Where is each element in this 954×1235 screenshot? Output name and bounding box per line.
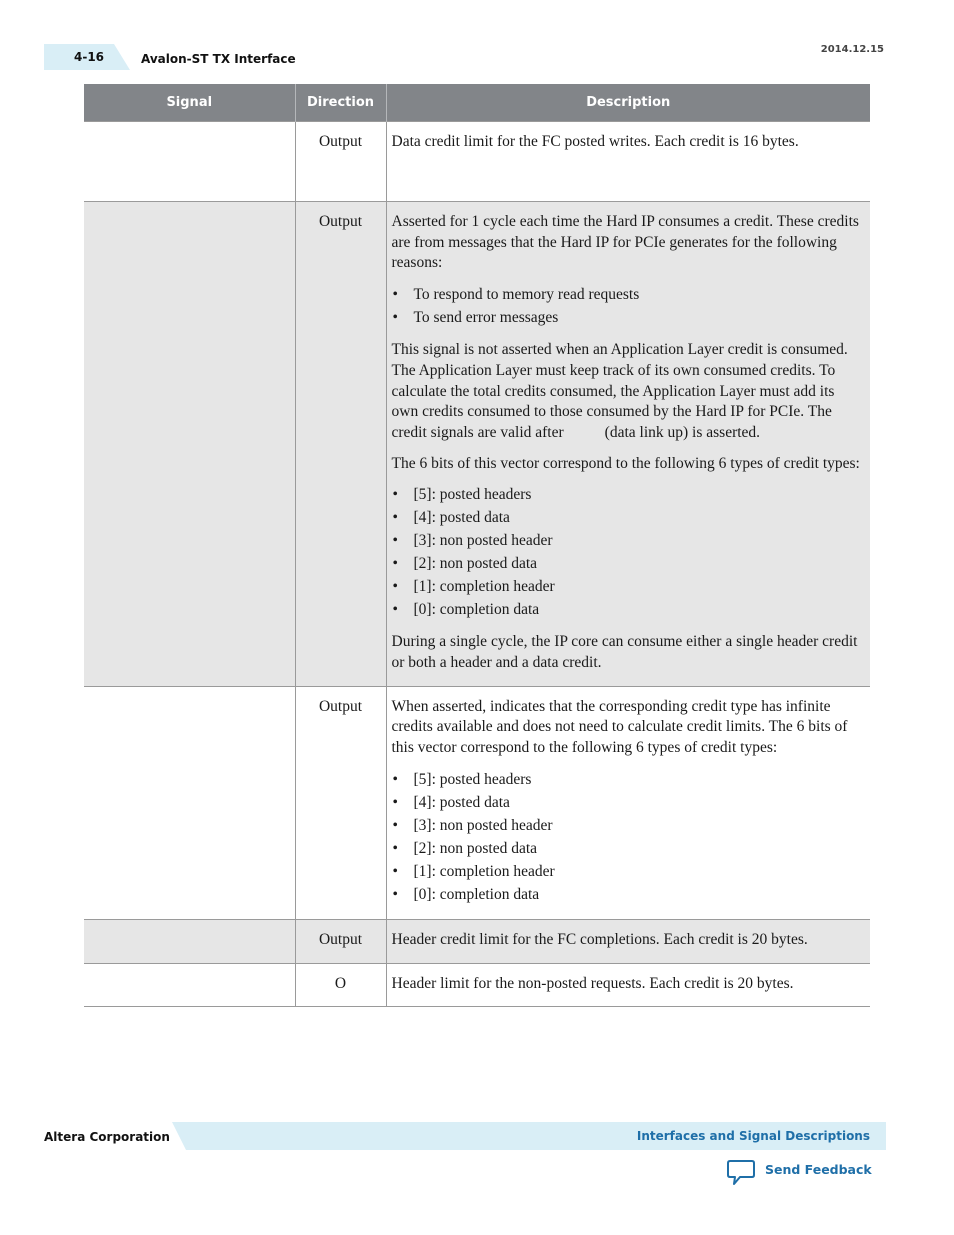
- paragraph-text: (data link up) is asserted.: [604, 423, 761, 441]
- signal-cell: [84, 202, 295, 687]
- list-item: [392, 307, 865, 330]
- list-item: [392, 284, 865, 307]
- list-item: [392, 553, 865, 576]
- table-row: [84, 202, 870, 687]
- list-item-text: [2]: non posted data: [413, 555, 538, 573]
- bullet-marker: •: [392, 509, 398, 527]
- list-item-text: To respond to memory read requests: [413, 286, 640, 304]
- list-item-text: To send error messages: [413, 309, 559, 327]
- description-cell: [386, 122, 870, 202]
- direction-cell: [295, 202, 386, 687]
- list-item: [392, 838, 865, 861]
- bullet-marker: •: [392, 862, 398, 880]
- list-item-text: [5]: posted headers: [413, 486, 532, 504]
- signal-cell: [84, 686, 295, 919]
- bullet-marker: •: [392, 309, 398, 327]
- list-item: [392, 530, 865, 553]
- list-item-text: [4]: posted data: [413, 793, 510, 811]
- column-header-signal: Signal: [84, 84, 295, 122]
- bullet-marker: •: [392, 486, 398, 504]
- list-item: [392, 507, 865, 530]
- bullet-marker: •: [392, 601, 398, 619]
- description-text: Header credit limit for the FC completions. Each credit is 20 bytes.: [391, 930, 808, 948]
- table-header-row: [84, 84, 870, 122]
- direction-cell: [295, 919, 386, 963]
- description-paragraph: Asserted for 1 cycle each time the Hard IP consumes a credit. These credits are from messages that the Hard IP for PCIe generates for the following reasons:: [391, 213, 859, 272]
- direction-cell: [295, 963, 386, 1007]
- list-item-text: [0]: completion data: [413, 601, 540, 619]
- description-paragraph: During a single cycle, the IP core can consume either a single header credit or both a header and a data credit.: [391, 633, 858, 672]
- list-item: [392, 599, 865, 622]
- list-item: [392, 576, 865, 599]
- list-item-text: [0]: completion data: [413, 885, 540, 903]
- send-feedback-label[interactable]: Send Feedback: [765, 1162, 872, 1177]
- list-item: [392, 815, 865, 838]
- description-text: Header limit for the non-posted requests. Each credit is 20 bytes.: [391, 974, 794, 992]
- bullet-marker: •: [392, 532, 398, 550]
- direction-value: Output: [318, 213, 363, 230]
- table-row: [84, 122, 870, 202]
- signal-cell: [84, 919, 295, 963]
- direction-value: O: [334, 974, 347, 992]
- list-item-text: [3]: non posted header: [413, 532, 553, 550]
- description-cell: [386, 963, 870, 1007]
- document-date: 2014.12.15: [820, 44, 884, 55]
- bullet-marker: •: [392, 286, 398, 304]
- signal-cell: [84, 963, 295, 1007]
- bullet-marker: •: [392, 578, 398, 596]
- page-number-tab: [44, 44, 130, 70]
- list-item: [392, 769, 865, 792]
- list-item: [392, 884, 865, 907]
- list-item: [392, 861, 865, 884]
- list-item-text: [1]: completion header: [413, 578, 555, 596]
- page-number: 4-16: [74, 50, 105, 64]
- bullet-marker: •: [392, 770, 398, 788]
- list-item-text: [5]: posted headers: [413, 770, 532, 788]
- section-title: Avalon-ST TX Interface: [141, 52, 296, 66]
- bullet-marker: •: [392, 555, 398, 573]
- bullet-list: [392, 284, 865, 330]
- description-cell: [386, 202, 870, 687]
- bullet-list: [392, 769, 865, 907]
- list-item-text: [2]: non posted data: [413, 839, 538, 857]
- description-cell: [386, 686, 870, 919]
- list-item: [392, 792, 865, 815]
- signal-table: [84, 84, 870, 1007]
- description-paragraph: [392, 340, 865, 444]
- bullet-marker: •: [392, 885, 398, 903]
- chapter-link[interactable]: Interfaces and Signal Descriptions: [636, 1129, 870, 1143]
- bullet-list: [392, 484, 865, 622]
- description-paragraph: When asserted, indicates that the corresponding credit type has infinite credits available and does not need to calculate credit limits. The 6 bits of this vector correspond to the following 6 types of credit types:: [391, 697, 848, 757]
- list-item-text: [4]: posted data: [413, 509, 510, 527]
- signal-cell: [84, 122, 295, 202]
- table-row: [84, 686, 870, 919]
- bullet-marker: •: [392, 839, 398, 857]
- bullet-marker: •: [392, 793, 398, 811]
- direction-cell: [295, 686, 386, 919]
- description-text: Data credit limit for the FC posted writes. Each credit is 16 bytes.: [391, 133, 799, 150]
- direction-value: Output: [318, 133, 363, 150]
- list-item-text: [3]: non posted header: [413, 816, 553, 834]
- footer-company: Altera Corporation: [44, 1130, 170, 1144]
- direction-cell: [295, 122, 386, 202]
- list-item-text: [1]: completion header: [413, 862, 555, 880]
- description-paragraph: The 6 bits of this vector correspond to the following 6 types of credit types:: [391, 454, 860, 472]
- bullet-marker: •: [392, 816, 398, 834]
- table-row: [84, 963, 870, 1007]
- description-cell: [386, 919, 870, 963]
- direction-value: Output: [318, 930, 363, 948]
- table-row: [84, 919, 870, 963]
- column-header-direction: Direction: [295, 84, 386, 122]
- direction-value: Output: [318, 697, 363, 715]
- list-item: [392, 484, 865, 507]
- paragraph-text: This signal is not asserted when an Application Layer credit is consumed. The Application Layer must keep track of its own consumed credits. To calculate the total credits consumed, the Application Layer must add its own credits consumed to those consumed by the Hard IP for PCIe. The credit signals are valid after: [391, 341, 848, 441]
- column-header-description: Description: [386, 84, 870, 122]
